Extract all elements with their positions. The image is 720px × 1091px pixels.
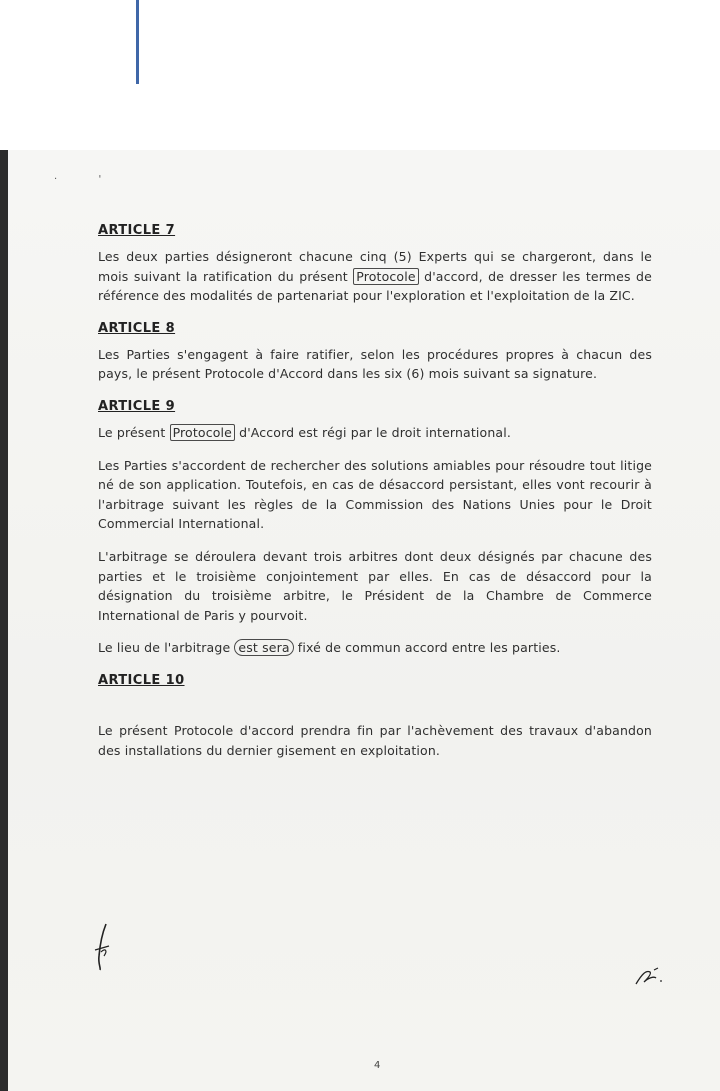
article-10-heading: ARTICLE 10: [98, 672, 185, 688]
article-8-text: Les Parties s'engagent à faire ratifier, selon les procédures propres à chacun des pays, le présent Protocole d'Accord dans les six (6) mois suivant sa signature.: [98, 346, 652, 382]
handwritten-initials: [632, 966, 666, 988]
circled-correction: est sera: [234, 639, 293, 656]
article-9-paragraph-3: L'arbitrage se déroulera devant trois arbitres dont deux désignés par chacune des parties et le troisième conjointement par elles. En cas de désaccord pour la désignation du troisième arbitre, le Président de la Chambre de Commerce International de Paris y pourvoit.: [98, 548, 652, 623]
scan-specks: · ': [54, 174, 102, 185]
article-9: [98, 397, 652, 658]
article-9-p4-end: fixé de commun accord entre les parties.: [293, 640, 561, 656]
article-9-heading: ARTICLE 9: [98, 398, 176, 414]
article-9-p4-start: Le lieu de l'arbitrage: [98, 640, 235, 656]
article-7-heading: ARTICLE 7: [98, 223, 176, 238]
page-left-edge: [0, 150, 8, 1091]
boxed-word-protocole: Protocole: [353, 268, 418, 285]
article-10-spacer: [98, 697, 652, 721]
article-7-text-end: d'accord, de dresser les termes de référence des modalités de partenariat pour l'exploration et l'exploitation de la ZIC.: [98, 268, 652, 304]
handwritten-signature: [92, 922, 116, 972]
article-8-heading: ARTICLE 8: [98, 320, 176, 336]
boxed-word-protocole-2: Protocole: [170, 424, 235, 441]
article-9-paragraph-1: [98, 423, 652, 443]
article-7: [98, 221, 652, 306]
article-9-paragraph-4: [98, 638, 652, 658]
article-9-p1-start: Le présent: [98, 424, 170, 440]
article-10-text: Le présent Protocole d'accord prendra fin par l'achèvement des travaux d'abandon des installations du dernier gisement en exploitation.: [98, 722, 652, 758]
article-7-text: [98, 247, 652, 306]
article-8: [98, 319, 652, 384]
article-10: [98, 671, 652, 760]
top-blue-rule: [136, 0, 139, 84]
document-body: [98, 221, 652, 773]
top-band: [0, 0, 720, 150]
article-9-paragraph-2: Les Parties s'accordent de rechercher des solutions amiables pour résoudre tout litige né de son application. Toutefois, en cas de désaccord persistant, elles vont recourir à l'arbitrage suivant les règles de la Commission des Nations Unies pour le Droit Commercial International.: [98, 457, 652, 532]
page-number: 4: [374, 1060, 381, 1071]
article-9-p1-end: d'Accord est régi par le droit international.: [234, 424, 511, 440]
article-7-text-start: Les deux parties désigneront chacune cinq (5) Experts qui se chargeront, dans le mois suivant la ratification du présent: [98, 249, 652, 284]
